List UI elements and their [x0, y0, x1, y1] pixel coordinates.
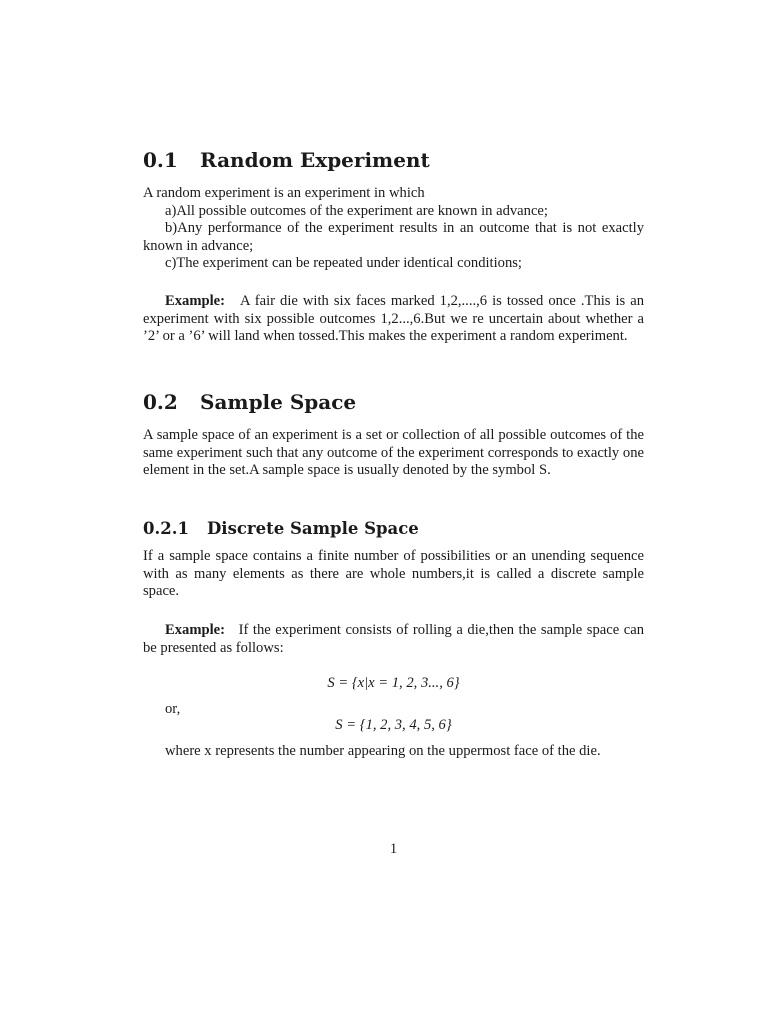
section-number: 0.1 — [143, 148, 178, 172]
subsection-number: 0.2.1 — [143, 519, 189, 538]
page-number: 1 — [389, 841, 398, 857]
section-number: 0.2 — [143, 390, 178, 414]
subsection-title: Discrete Sample Space — [207, 519, 419, 538]
or-line — [143, 701, 644, 719]
condition-c: c)The experiment can be repeated under identical conditions; — [165, 255, 522, 272]
section-heading-sample-space — [143, 389, 644, 415]
section-title: Sample Space — [200, 390, 357, 414]
die-roll-example — [143, 622, 644, 657]
equation-1: S = {x|x = 1, 2, 3..., 6} — [327, 675, 460, 691]
equation-2: S = {1, 2, 3, 4, 5, 6} — [335, 717, 452, 733]
condition-b: b)Any performance of the experiment results in an outcome that is not exactly known in advance; — [143, 220, 644, 254]
closing-paragraph — [143, 743, 644, 761]
sample-space-definition — [143, 427, 644, 480]
example-text: If the experiment consists of rolling a die,then the sample space can be presented as follows: — [143, 622, 644, 656]
example-paragraph — [143, 293, 644, 346]
condition-a: a)All possible outcomes of the experiment are known in advance; — [165, 202, 548, 219]
example-text: A fair die with six faces marked 1,2,....,6 is tossed once .This is an experiment with six possible outcomes 1,2...,6.But we re uncertain about whether a ’2’ or a ’6’ will land when tossed.This makes the experiment a random experiment. — [143, 293, 645, 345]
or-text: or, — [165, 701, 181, 717]
example-label: Example: — [165, 622, 225, 638]
discrete-sample-space-definition — [143, 548, 644, 601]
example-paragraph — [143, 622, 644, 657]
equation-roster — [143, 717, 644, 734]
closing-text: where x represents the number appearing on the uppermost face of the die. — [165, 743, 601, 759]
example-label: Example: — [165, 293, 225, 309]
subsection-heading-discrete-sample-space — [143, 518, 644, 540]
definition-intro: A random experiment is an experiment in which — [143, 185, 425, 201]
section-title: Random Experiment — [200, 148, 430, 172]
sample-space-text: A sample space of an experiment is a set or collection of all possible outcomes of the same experiment such that any outcome of the experiment corresponds to exactly one element in the set.A sample space is usually denoted by the symbol S. — [143, 427, 644, 479]
die-toss-example — [143, 293, 644, 346]
equation-set-builder — [143, 675, 644, 692]
random-experiment-definition — [143, 185, 644, 273]
section-heading-random-experiment — [143, 147, 644, 173]
discrete-text: If a sample space contains a finite number of possibilities or an unending sequence with as many elements as there are whole numbers,it is called a discrete sample space. — [143, 548, 644, 600]
